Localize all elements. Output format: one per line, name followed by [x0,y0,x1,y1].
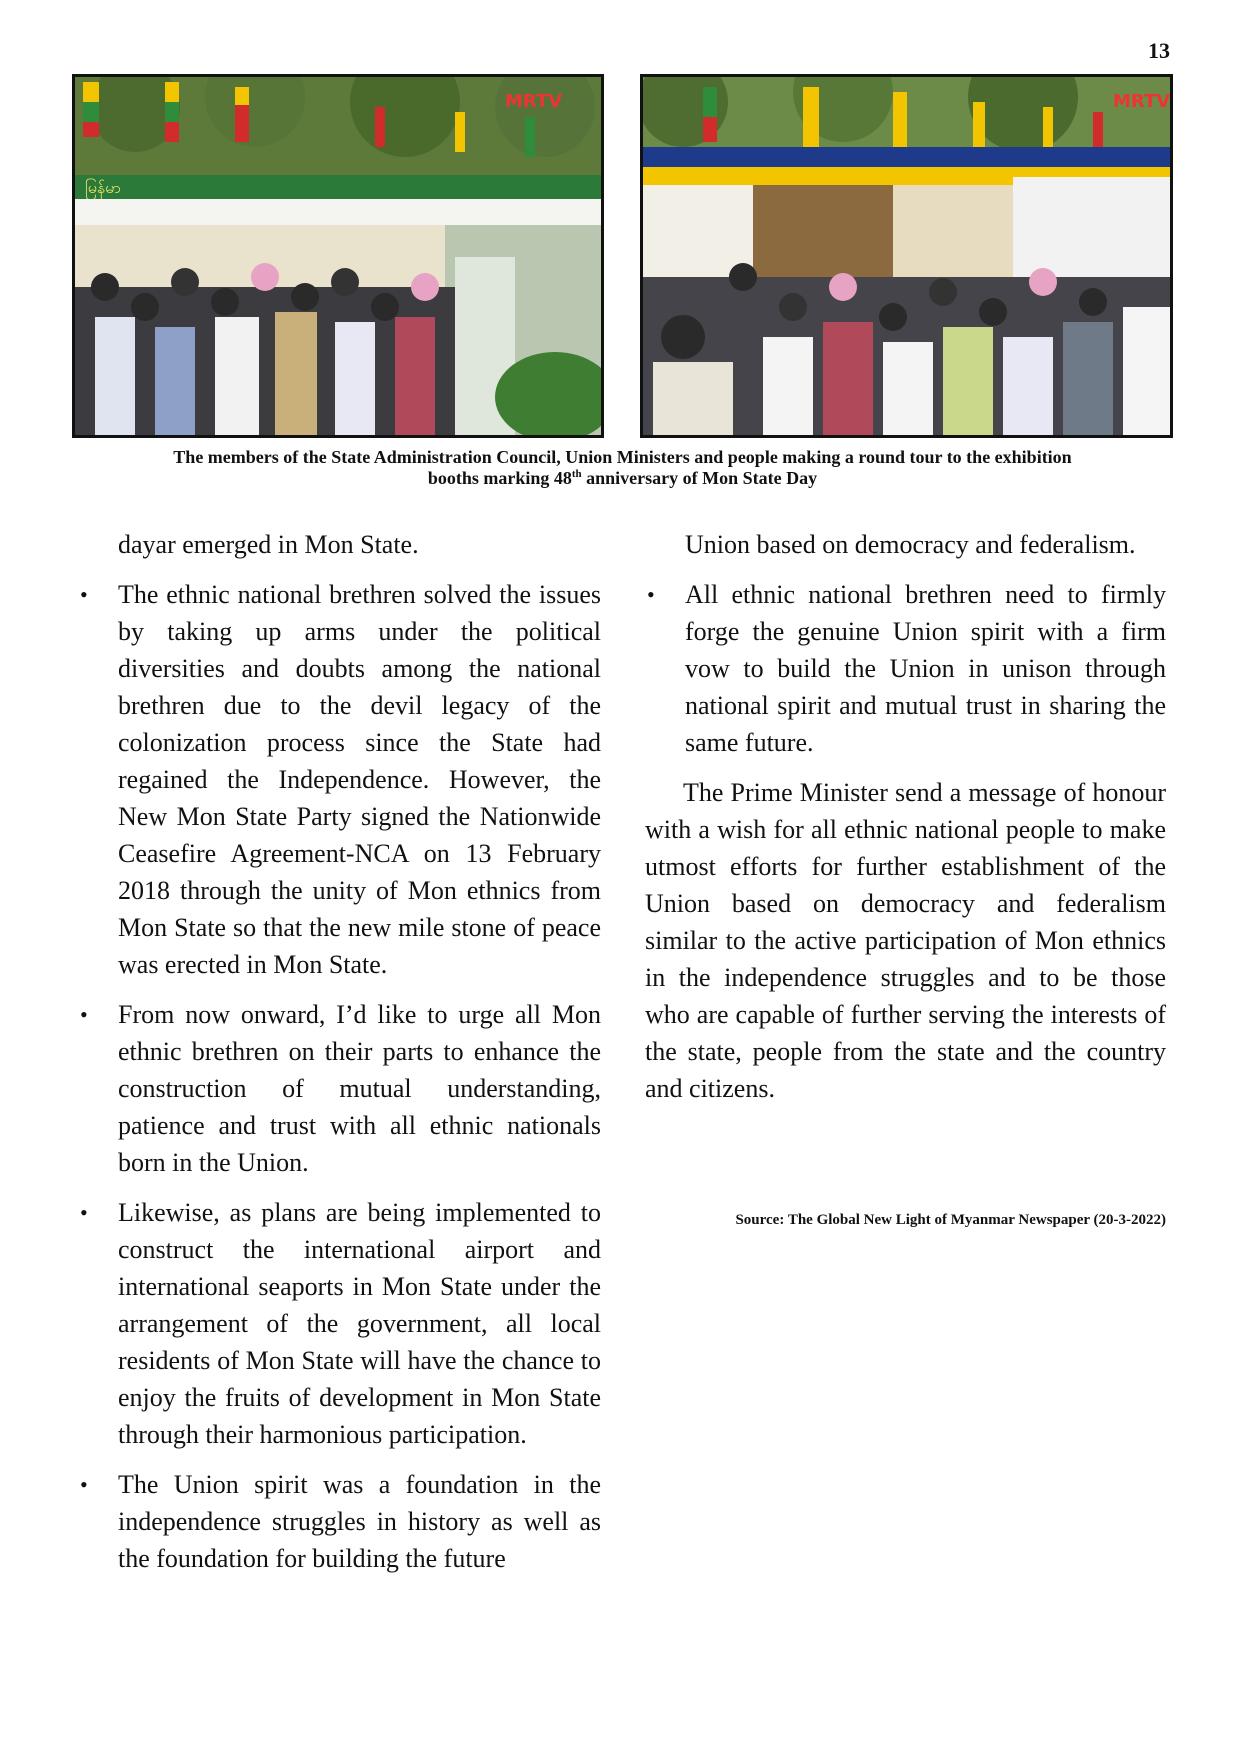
svg-text:မြန်မာ: မြန်မာ [85,178,121,197]
svg-text:MRTV: MRTV [505,91,563,112]
bullet-item: • From now onward, I’d like to urge all Mon ethnic brethren on their parts to enhance the construction of mutual understanding, patience and trust with all ethnic nationals born in the Union. [78,996,601,1181]
caption-superscript: th [571,468,582,480]
svg-text:MRTV: MRTV [1113,91,1170,112]
bullet-item: • The ethnic national brethren solved the issues by taking up arms under the political diversities and doubts among the national brethren due to the devil legacy of the colonization process since the State had regained the Independence. However, the New Mon State Party signed the Nationwide Ceasefire Agreement-NCA on 13 February 2018 through the unity of Mon ethnics from Mon State so that the new mile stone of peace was erected in Mon State. [78,576,601,983]
left-continuation-text: dayar emerged in Mon State. [118,530,419,559]
caption-line-2-start: booths marking 48 [427,468,572,488]
bullet-item: • Likewise, as plans are being implemented to construct the international airport and international seaports in Mon State under the arrangement of the government, all local residents of Mon State will have the chance to enjoy the fruits of development in Mon State through their harmonious participation. [78,1194,601,1453]
crowd-scene-right [643,77,1170,435]
source-citation: Source: The Global New Light of Myanmar Newspaper (20-3-2022) [735,1212,1166,1228]
photo-caption [72,447,1173,489]
caption-line-2-end: anniversary of Mon State Day [581,468,818,488]
right-continuation-text: Union based on democracy and federalism. [685,530,1136,559]
crowd-scene-left [75,77,601,435]
caption-line-1: The members of the State Administration Council, Union Ministers and people making a round tour to the exhibition [173,447,1072,467]
page-number: 13 [1148,38,1170,63]
right-bullet-list [645,576,1166,761]
left-column [78,526,601,1577]
exhibition-photo-right [640,74,1173,438]
bullet-item: • All ethnic national brethren need to firmly forge the genuine Union spirit with a firm vow to build the Union in unison through national spirit and mutual trust in sharing the same future. [645,576,1166,761]
right-column [645,526,1166,1107]
body-paragraph: The Prime Minister send a message of honour with a wish for all ethnic national people to make utmost efforts for further establishment of the Union based on democracy and federalism similar to the active participation of Mon ethnics in the independence struggles and to be those who are capable of further serving the interests of the state, people from the state and the country and citizens. [645,778,1166,1103]
exhibition-photo-left [72,74,604,438]
bullet-item: • The Union spirit was a foundation in the independence struggles in history as well as the foundation for building the future [78,1466,601,1577]
caption-line-2 [72,468,1173,489]
left-bullet-list [78,576,601,1577]
